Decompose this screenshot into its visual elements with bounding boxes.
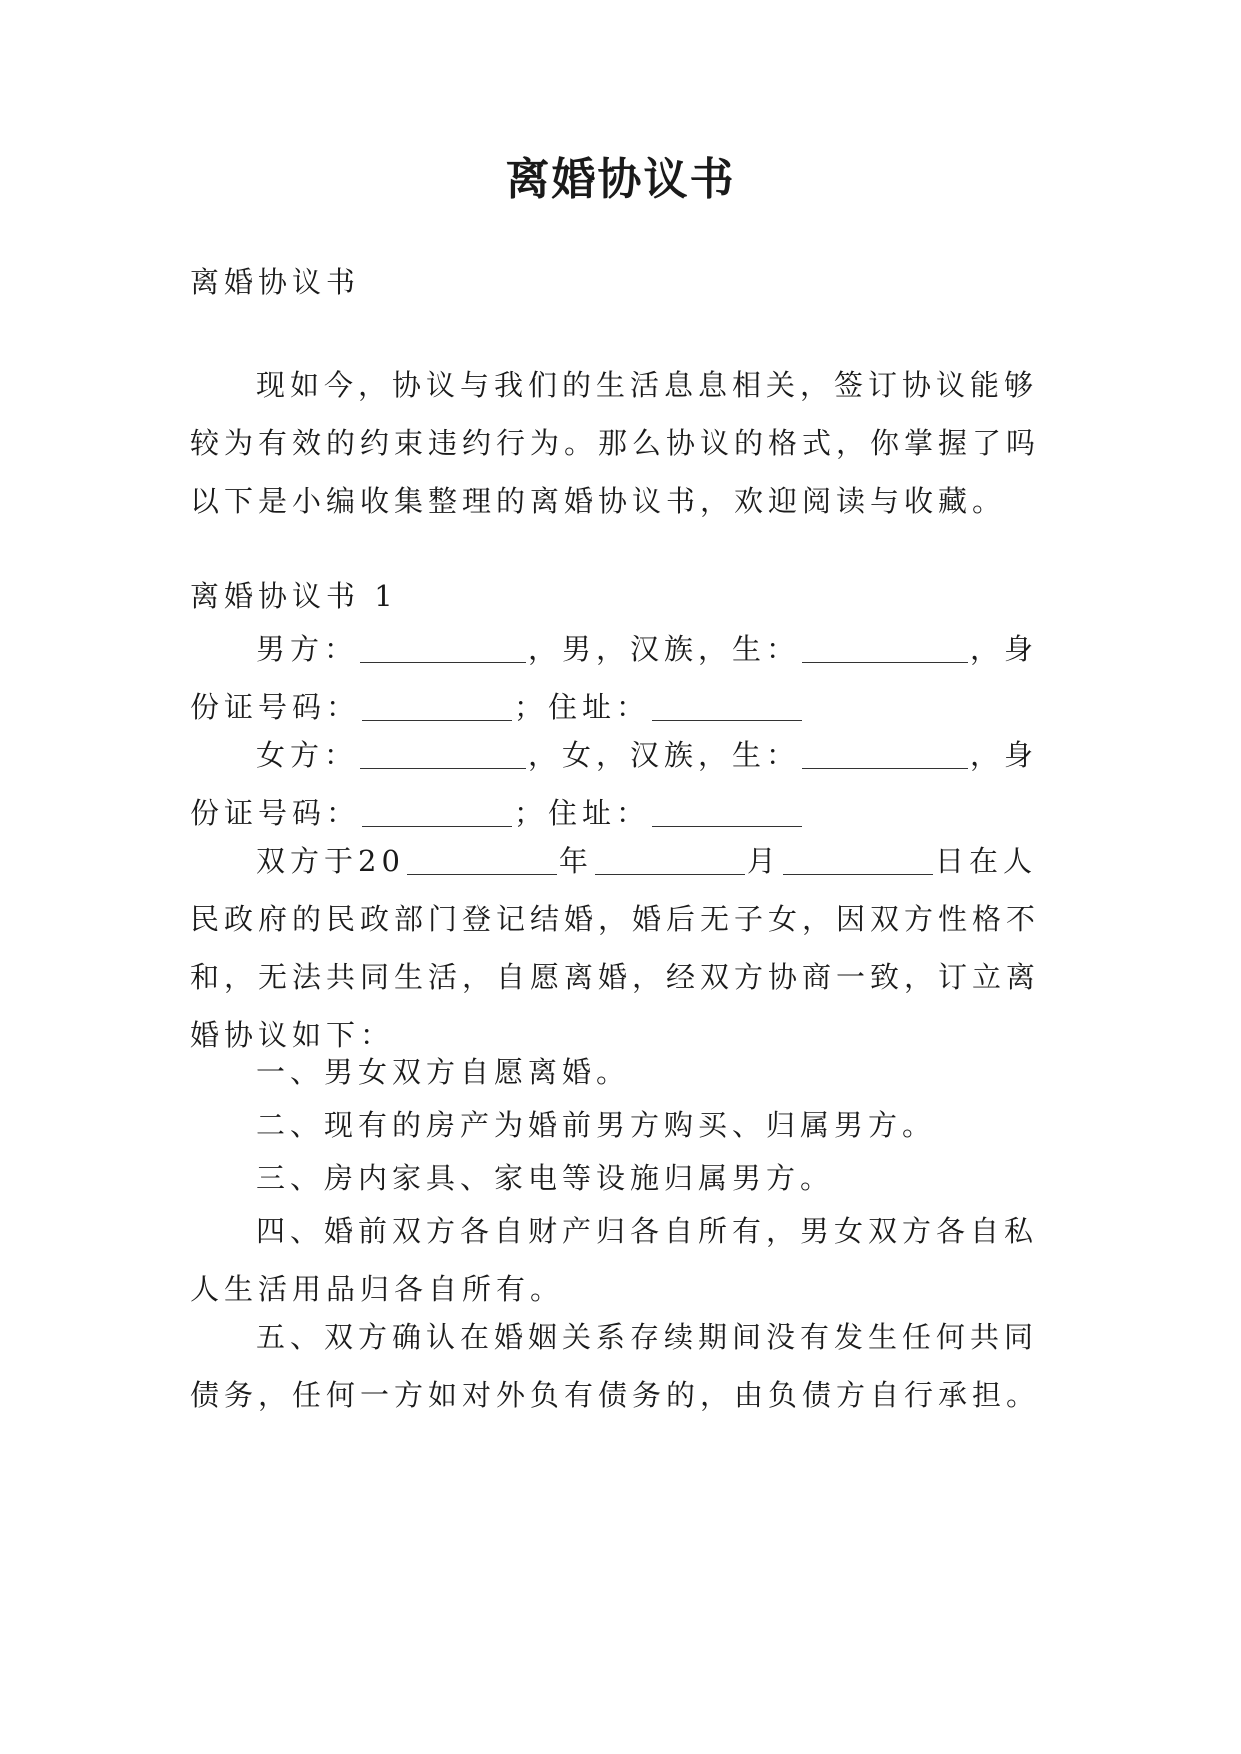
marriage-prefix: 双方于20 xyxy=(256,844,405,878)
male-birth-blank xyxy=(802,633,968,663)
marriage-day-blank xyxy=(783,845,933,875)
female-name-blank xyxy=(360,739,526,769)
document-subtitle: 离婚协议书 xyxy=(190,265,361,299)
male-addr-blank xyxy=(652,691,802,721)
male-id-label: 证号码： xyxy=(224,690,361,724)
clause-4: 四、婚前双方各自财产归各自所有，男女双方各自私人生活用品归各自所有。 xyxy=(190,1214,1039,1306)
marriage-month-blank xyxy=(595,845,745,875)
female-birth-blank xyxy=(802,739,968,769)
female-id-blank xyxy=(362,797,512,827)
clause-5: 五、双方确认在婚姻关系存续期间没有发生任何共同债务，任何一方如对外负有债务的，由负债方自行承担。 xyxy=(190,1320,1041,1412)
male-addr-label: ；住址： xyxy=(514,690,651,724)
female-id-tail: ，身份 xyxy=(190,738,1039,830)
marriage-month-label: 月 xyxy=(746,844,781,878)
clause-3: 三、房内家具、家电等设施归属男方。 xyxy=(256,1161,835,1195)
female-party-line xyxy=(190,726,1052,842)
marriage-year-label: 年 xyxy=(558,844,593,878)
marriage-year-blank xyxy=(407,845,557,875)
document-title: 离婚协议书 xyxy=(505,154,736,205)
female-gender: ，女，汉族，生： xyxy=(528,738,801,772)
section-heading: 离婚协议书 1 xyxy=(190,579,398,613)
female-label: 女方： xyxy=(256,738,359,772)
male-party-line xyxy=(190,620,1052,736)
female-id-label: 证号码： xyxy=(224,796,361,830)
female-addr-blank xyxy=(652,797,802,827)
clause-1: 一、男女双方自愿离婚。 xyxy=(256,1055,631,1089)
clause-2: 二、现有的房产为婚前男方购买、归属男方。 xyxy=(256,1108,937,1142)
male-id-tail: ，身份 xyxy=(190,632,1039,724)
male-id-blank xyxy=(362,691,512,721)
male-label: 男方： xyxy=(256,632,359,666)
male-name-blank xyxy=(360,633,526,663)
male-gender: ，男，汉族，生： xyxy=(528,632,801,666)
intro-paragraph: 现如今，协议与我们的生活息息相关，签订协议能够较为有效的约束违约行为。那么协议的格式，你掌握了吗以下是小编收集整理的离婚协议书，欢迎阅读与收藏。 xyxy=(190,368,1041,518)
female-addr-label: ；住址： xyxy=(514,796,651,830)
marriage-rest: 日在人民政府的民政部门登记结婚，婚后无子女，因双方性格不和，无法共同生活，自愿离婚，经双方协商一致，订立离婚协议如下： xyxy=(190,844,1041,1052)
marriage-paragraph xyxy=(190,832,1052,1064)
